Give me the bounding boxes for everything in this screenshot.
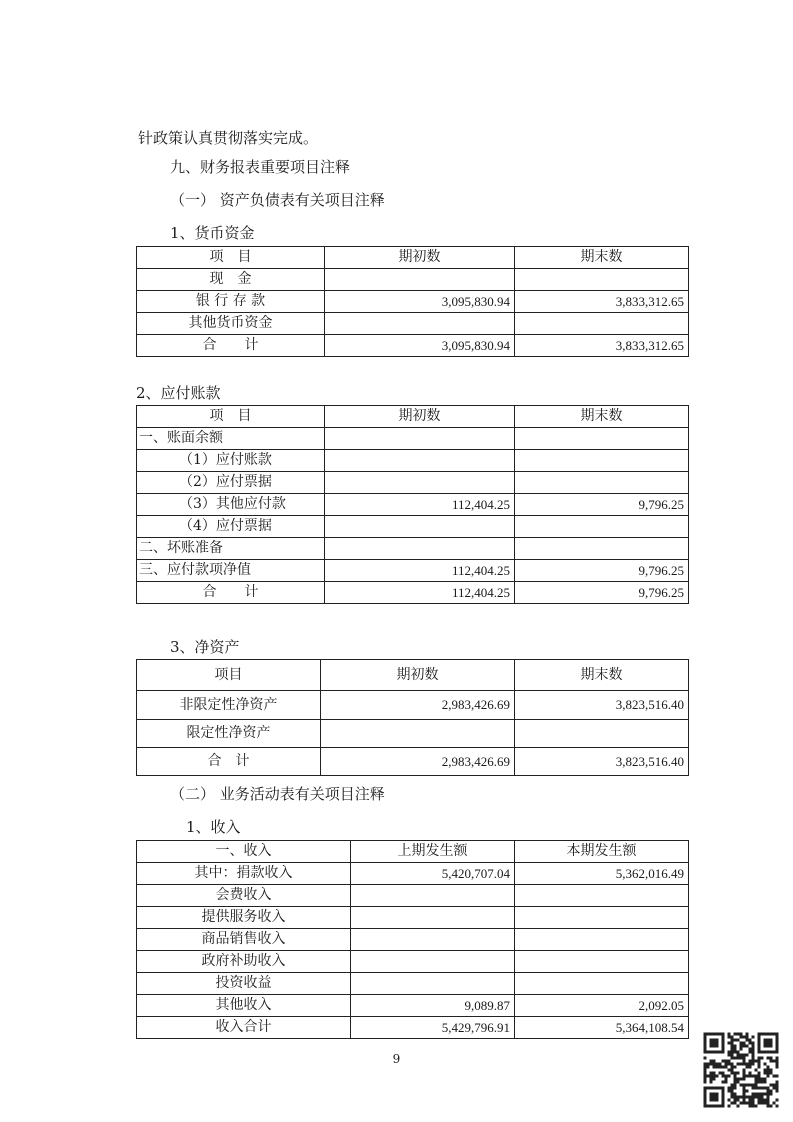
end-value: 3,833,312.65: [515, 335, 689, 357]
row-label: （1）应付账款: [137, 450, 325, 472]
curr-value: [515, 951, 689, 973]
header-cell: 期末数: [515, 406, 689, 428]
table-row: [137, 313, 689, 335]
row-label: 其他收入: [137, 995, 351, 1017]
begin-value: 3,095,830.94: [325, 335, 515, 357]
table-row: [137, 885, 689, 907]
row-label: 合 计: [137, 748, 321, 776]
end-value: [515, 450, 689, 472]
header-cell: 项目: [137, 660, 321, 691]
income-table: [136, 840, 689, 1039]
row-label: 现 金: [137, 269, 325, 291]
subsection-heading-balance: （一） 资产负债表有关项目注释: [170, 191, 385, 209]
begin-value: 112,404.25: [325, 582, 515, 604]
table-row: [137, 907, 689, 929]
table-row: [137, 973, 689, 995]
curr-value: [515, 929, 689, 951]
begin-value: 2,983,426.69: [321, 691, 515, 720]
payables-table: [136, 405, 689, 604]
table-header-row: [137, 247, 689, 269]
row-label: 三、应付款项净值: [137, 560, 325, 582]
prev-value: 9,089.87: [351, 995, 515, 1017]
begin-value: 112,404.25: [325, 494, 515, 516]
end-value: [515, 538, 689, 560]
row-label: 合 计: [137, 582, 325, 604]
table-row: [137, 691, 689, 720]
cash-table: [136, 246, 689, 357]
end-value: 3,823,516.40: [515, 691, 689, 720]
curr-value: [515, 973, 689, 995]
net-assets-table: [136, 659, 689, 776]
table-row: [137, 720, 689, 748]
qr-code-icon: [703, 1032, 779, 1108]
cash-title: 1、货币资金: [170, 224, 255, 242]
row-label: 提供服务收入: [137, 907, 351, 929]
table-row: [137, 863, 689, 885]
row-label: 合 计: [137, 335, 325, 357]
curr-value: 2,092.05: [515, 995, 689, 1017]
begin-value: [325, 450, 515, 472]
begin-value: [325, 472, 515, 494]
end-value: [515, 516, 689, 538]
header-cell: 期末数: [515, 247, 689, 269]
end-value: 9,796.25: [515, 494, 689, 516]
end-value: 3,833,312.65: [515, 291, 689, 313]
row-label: 其他货币资金: [137, 313, 325, 335]
row-label: 政府补助收入: [137, 951, 351, 973]
begin-value: [325, 428, 515, 450]
header-cell: 期初数: [321, 660, 515, 691]
prev-value: [351, 951, 515, 973]
table-header-row: [137, 841, 689, 863]
table-row: [137, 582, 689, 604]
header-cell: 一、收入: [137, 841, 351, 863]
row-label: 商品销售收入: [137, 929, 351, 951]
prev-value: [351, 929, 515, 951]
table-header-row: [137, 406, 689, 428]
header-cell: 本期发生额: [515, 841, 689, 863]
row-label: 非限定性净资产: [137, 691, 321, 720]
header-cell: 项 目: [137, 247, 325, 269]
table-row: [137, 748, 689, 776]
begin-value: [325, 538, 515, 560]
header-cell: 期末数: [515, 660, 689, 691]
begin-value: [325, 516, 515, 538]
row-label: 一、账面余额: [137, 428, 325, 450]
table-row: [137, 335, 689, 357]
row-label: （4）应付票据: [137, 516, 325, 538]
curr-value: [515, 885, 689, 907]
subsection-heading-activity: （二） 业务活动表有关项目注释: [170, 785, 385, 803]
end-value: 9,796.25: [515, 582, 689, 604]
end-value: 9,796.25: [515, 560, 689, 582]
end-value: [515, 269, 689, 291]
prev-value: 5,420,707.04: [351, 863, 515, 885]
payables-title: 2、应付账款: [136, 384, 221, 402]
row-label: 银 行 存 款: [137, 291, 325, 313]
row-label: （2）应付票据: [137, 472, 325, 494]
begin-value: 2,983,426.69: [321, 748, 515, 776]
prev-value: [351, 885, 515, 907]
table-row: [137, 951, 689, 973]
begin-value: [325, 313, 515, 335]
section-heading-9: 九、财务报表重要项目注释: [170, 158, 351, 176]
header-cell: 期初数: [325, 406, 515, 428]
table-row: [137, 1017, 689, 1039]
curr-value: 5,362,016.49: [515, 863, 689, 885]
table-row: [137, 929, 689, 951]
table-row: [137, 494, 689, 516]
row-label: 收入合计: [137, 1017, 351, 1039]
table-row: [137, 269, 689, 291]
header-cell: 期初数: [325, 247, 515, 269]
paragraph-tail: 针政策认真贯彻落实完成。: [138, 129, 319, 147]
end-value: [515, 428, 689, 450]
end-value: [515, 720, 689, 748]
page-number: 9: [392, 1052, 401, 1066]
prev-value: [351, 973, 515, 995]
row-label: 其中：捐款收入: [137, 863, 351, 885]
row-label: 二、坏账准备: [137, 538, 325, 560]
table-row: [137, 472, 689, 494]
row-label: 会费收入: [137, 885, 351, 907]
table-row: [137, 428, 689, 450]
prev-value: 5,429,796.91: [351, 1017, 515, 1039]
prev-value: [351, 907, 515, 929]
income-title: 1、收入: [186, 818, 241, 836]
table-row: [137, 291, 689, 313]
begin-value: 3,095,830.94: [325, 291, 515, 313]
header-cell: 上期发生额: [351, 841, 515, 863]
table-row: [137, 450, 689, 472]
table-row: [137, 538, 689, 560]
net-assets-title: 3、净资产: [170, 638, 240, 656]
end-value: [515, 313, 689, 335]
table-row: [137, 560, 689, 582]
curr-value: [515, 907, 689, 929]
end-value: [515, 472, 689, 494]
row-label: 投资收益: [137, 973, 351, 995]
begin-value: 112,404.25: [325, 560, 515, 582]
row-label: 限定性净资产: [137, 720, 321, 748]
table-row: [137, 516, 689, 538]
row-label: （3）其他应付款: [137, 494, 325, 516]
begin-value: [325, 269, 515, 291]
end-value: 3,823,516.40: [515, 748, 689, 776]
begin-value: [321, 720, 515, 748]
curr-value: 5,364,108.54: [515, 1017, 689, 1039]
table-header-row: [137, 660, 689, 691]
table-row: [137, 995, 689, 1017]
header-cell: 项 目: [137, 406, 325, 428]
